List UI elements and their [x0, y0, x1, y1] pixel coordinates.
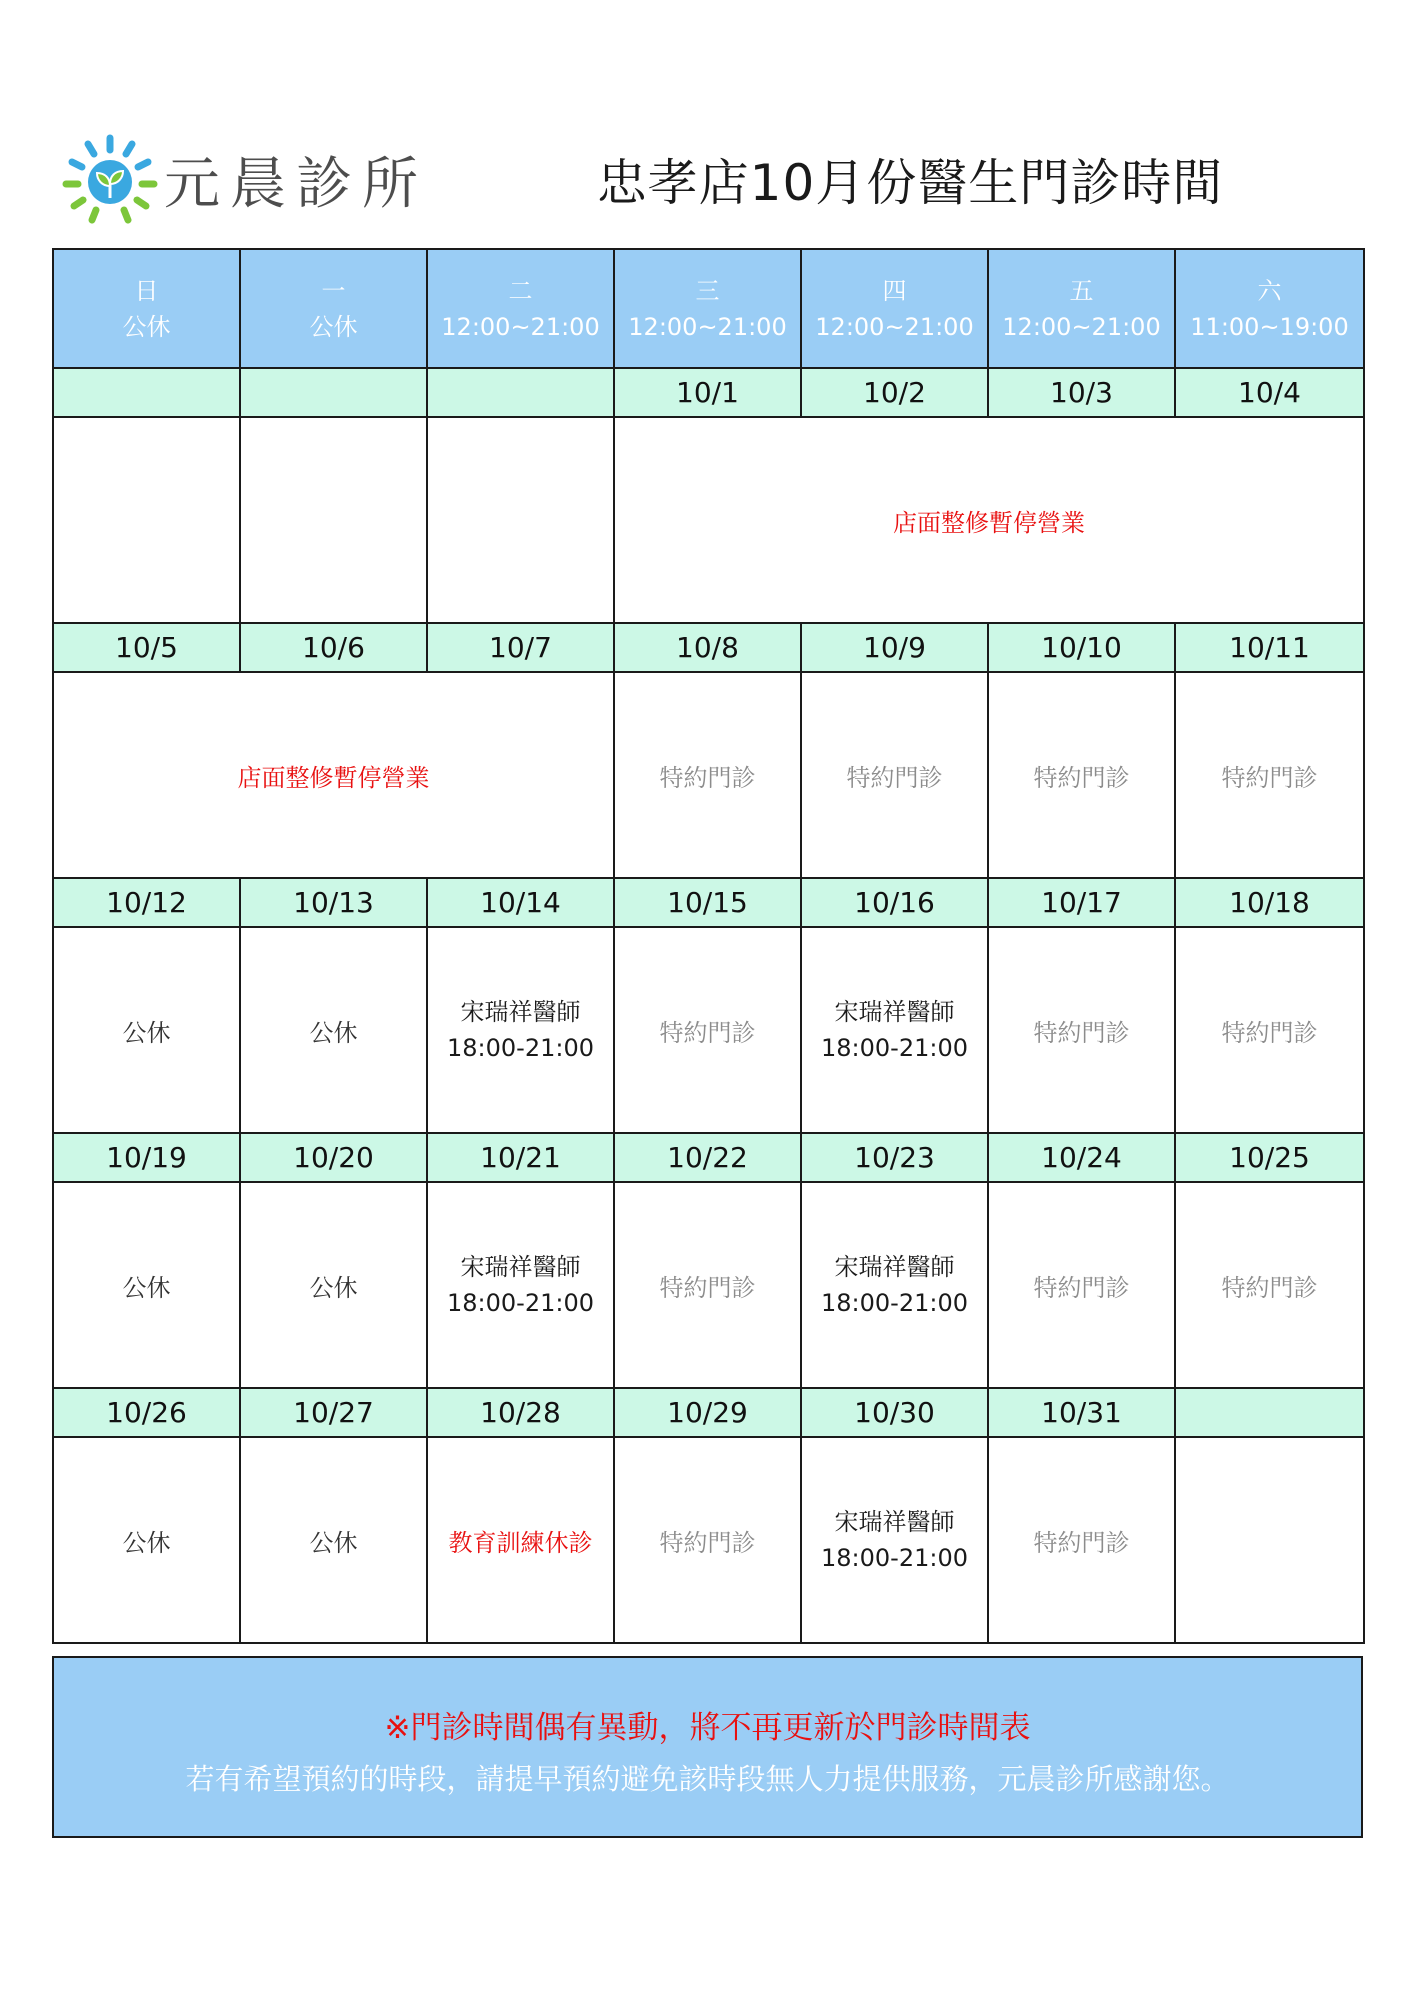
- date-cell: 10/23: [801, 1133, 988, 1182]
- schedule-cell-doctor: [801, 1182, 988, 1388]
- schedule-cell-text: 特約門診: [1033, 1528, 1130, 1557]
- schedule-cell-special: [988, 1182, 1175, 1388]
- date-cell: 10/28: [427, 1388, 614, 1437]
- weekday-hours: 11:00~19:00: [1190, 312, 1349, 341]
- schedule-cell-text: 公休: [309, 1273, 358, 1302]
- schedule-cell-text: 特約門診: [659, 1528, 756, 1557]
- schedule-cell-special: [1175, 927, 1364, 1133]
- schedule-cell-red: [427, 1437, 614, 1643]
- weekday-hours: 公休: [309, 312, 358, 341]
- schedule-cell-text: 特約門診: [659, 763, 756, 792]
- date-cell: 10/17: [988, 878, 1175, 927]
- schedule-cell-special: [614, 1437, 801, 1643]
- schedule-cell-special: [988, 927, 1175, 1133]
- date-cell: 10/24: [988, 1133, 1175, 1182]
- schedule-calendar: [52, 248, 1365, 1644]
- schedule-cell-closed: [240, 927, 427, 1133]
- schedule-cell-text: 特約門診: [1033, 1018, 1130, 1047]
- schedule-cell-doctor: [427, 1182, 614, 1388]
- weekday-hours: 12:00~21:00: [441, 312, 600, 341]
- schedule-cell-text: 宋瑞祥醫師: [834, 1253, 955, 1281]
- schedule-cell-doctor: [427, 927, 614, 1133]
- schedule-cell-text: 特約門診: [1033, 1273, 1130, 1302]
- weekday-name: 日: [134, 276, 159, 305]
- date-cell: 10/19: [53, 1133, 240, 1182]
- schedule-cell-doctor: [801, 927, 988, 1133]
- schedule-cell-time: 18:00-21:00: [821, 1544, 968, 1572]
- date-cell: 10/2: [801, 368, 988, 417]
- date-cell: 10/27: [240, 1388, 427, 1437]
- date-cell: [53, 368, 240, 417]
- schedule-cell-closed: [240, 1182, 427, 1388]
- date-row: [53, 1388, 1364, 1437]
- notice-banner: [52, 1656, 1363, 1838]
- schedule-row: [53, 1437, 1364, 1643]
- weekday-header-thu: [801, 249, 988, 368]
- date-cell: [427, 368, 614, 417]
- schedule-cell-text: 特約門診: [659, 1018, 756, 1047]
- weekday-name: 一: [321, 276, 346, 305]
- date-cell: 10/20: [240, 1133, 427, 1182]
- schedule-cell-red: [614, 417, 1364, 623]
- date-row: [53, 623, 1364, 672]
- date-cell: 10/29: [614, 1388, 801, 1437]
- date-cell: 10/22: [614, 1133, 801, 1182]
- weekday-hours: 公休: [122, 312, 171, 341]
- schedule-cell-red: [53, 672, 614, 878]
- schedule-cell-special: [988, 672, 1175, 878]
- date-cell: 10/16: [801, 878, 988, 927]
- schedule-cell-text: 宋瑞祥醫師: [834, 998, 955, 1026]
- clinic-name: 元晨診所: [164, 152, 428, 217]
- schedule-cell-text: 教育訓練休診: [448, 1528, 593, 1557]
- weekday-hours: 12:00~21:00: [1002, 312, 1161, 341]
- schedule-cell-text: 公休: [309, 1018, 358, 1047]
- date-cell: 10/11: [1175, 623, 1364, 672]
- weekday-header-fri: [988, 249, 1175, 368]
- schedule-cell-text: 特約門診: [659, 1273, 756, 1302]
- schedule-cell-empty: [427, 417, 614, 623]
- date-cell: 10/31: [988, 1388, 1175, 1437]
- schedule-row: [53, 1182, 1364, 1388]
- schedule-cell-special: [614, 927, 801, 1133]
- schedule-cell-text: 公休: [122, 1018, 171, 1047]
- schedule-cell-text: 公休: [309, 1528, 358, 1557]
- date-row: [53, 1133, 1364, 1182]
- date-cell: [1175, 1388, 1364, 1437]
- schedule-cell-text: 公休: [122, 1273, 171, 1302]
- date-cell: 10/21: [427, 1133, 614, 1182]
- date-cell: 10/10: [988, 623, 1175, 672]
- schedule-cell-closed: [240, 1437, 427, 1643]
- schedule-cell-text: 特約門診: [1221, 1273, 1318, 1302]
- schedule-cell-text: 公休: [122, 1528, 171, 1557]
- notice-warning: ※門診時間偶有異動，將不再更新於門診時間表: [384, 1710, 1031, 1746]
- weekday-name: 二: [508, 276, 533, 305]
- date-cell: 10/15: [614, 878, 801, 927]
- schedule-cell-special: [801, 672, 988, 878]
- weekday-name: 四: [882, 276, 907, 305]
- schedule-row: [53, 927, 1364, 1133]
- sun-sprout-icon: [62, 132, 158, 228]
- date-cell: 10/26: [53, 1388, 240, 1437]
- date-cell: 10/4: [1175, 368, 1364, 417]
- date-cell: 10/6: [240, 623, 427, 672]
- schedule-row: [53, 672, 1364, 878]
- date-row: [53, 878, 1364, 927]
- schedule-cell-special: [614, 1182, 801, 1388]
- date-cell: 10/8: [614, 623, 801, 672]
- schedule-cell-time: 18:00-21:00: [447, 1289, 594, 1317]
- weekday-header-sun: [53, 249, 240, 368]
- schedule-cell-doctor: [801, 1437, 988, 1643]
- date-row: [53, 368, 1364, 417]
- schedule-row: [53, 417, 1364, 623]
- weekday-header-mon: [240, 249, 427, 368]
- schedule-cell-text: 特約門診: [1221, 763, 1318, 792]
- schedule-cell-time: 18:00-21:00: [821, 1289, 968, 1317]
- date-cell: 10/18: [1175, 878, 1364, 927]
- date-cell: 10/3: [988, 368, 1175, 417]
- schedule-cell-special: [1175, 672, 1364, 878]
- date-cell: [240, 368, 427, 417]
- weekday-header-row: [53, 249, 1364, 368]
- schedule-cell-text: 宋瑞祥醫師: [460, 1253, 581, 1281]
- page-title: 忠孝店10月份醫生門診時間: [596, 154, 1224, 212]
- date-cell: 10/9: [801, 623, 988, 672]
- schedule-cell-special: [1175, 1182, 1364, 1388]
- schedule-cell-closed: [53, 927, 240, 1133]
- schedule-cell-text: 特約門診: [1221, 1018, 1318, 1047]
- schedule-cell-text: 特約門診: [846, 763, 943, 792]
- date-cell: 10/12: [53, 878, 240, 927]
- date-cell: 10/7: [427, 623, 614, 672]
- clinic-logo: [62, 125, 428, 235]
- schedule-cell-closed: [53, 1182, 240, 1388]
- weekday-name: 五: [1069, 276, 1094, 305]
- schedule-cell-closed: [53, 1437, 240, 1643]
- date-cell: 10/25: [1175, 1133, 1364, 1182]
- weekday-name: 三: [695, 276, 720, 305]
- schedule-cell-text: 宋瑞祥醫師: [834, 1508, 955, 1536]
- date-cell: 10/13: [240, 878, 427, 927]
- schedule-cell-time: 18:00-21:00: [447, 1034, 594, 1062]
- weekday-hours: 12:00~21:00: [628, 312, 787, 341]
- schedule-cell-text: 店面整修暫停營業: [893, 508, 1085, 537]
- schedule-cell-text: 特約門診: [1033, 763, 1130, 792]
- weekday-header-tue: [427, 249, 614, 368]
- schedule-cell-text: 宋瑞祥醫師: [460, 998, 581, 1026]
- schedule-cell-empty: [53, 417, 240, 623]
- date-cell: 10/5: [53, 623, 240, 672]
- date-cell: 10/1: [614, 368, 801, 417]
- schedule-cell-text: 店面整修暫停營業: [237, 763, 430, 792]
- schedule-cell-special: [988, 1437, 1175, 1643]
- date-cell: 10/14: [427, 878, 614, 927]
- date-cell: 10/30: [801, 1388, 988, 1437]
- weekday-header-sat: [1175, 249, 1364, 368]
- weekday-header-wed: [614, 249, 801, 368]
- schedule-cell-time: 18:00-21:00: [821, 1034, 968, 1062]
- schedule-cell-empty: [1175, 1437, 1364, 1643]
- notice-message: 若有希望預約的時段，請提早預約避免該時段無人力提供服務，元晨診所感謝您。: [185, 1762, 1230, 1796]
- weekday-name: 六: [1257, 276, 1282, 305]
- weekday-hours: 12:00~21:00: [815, 312, 974, 341]
- schedule-cell-empty: [240, 417, 427, 623]
- schedule-cell-special: [614, 672, 801, 878]
